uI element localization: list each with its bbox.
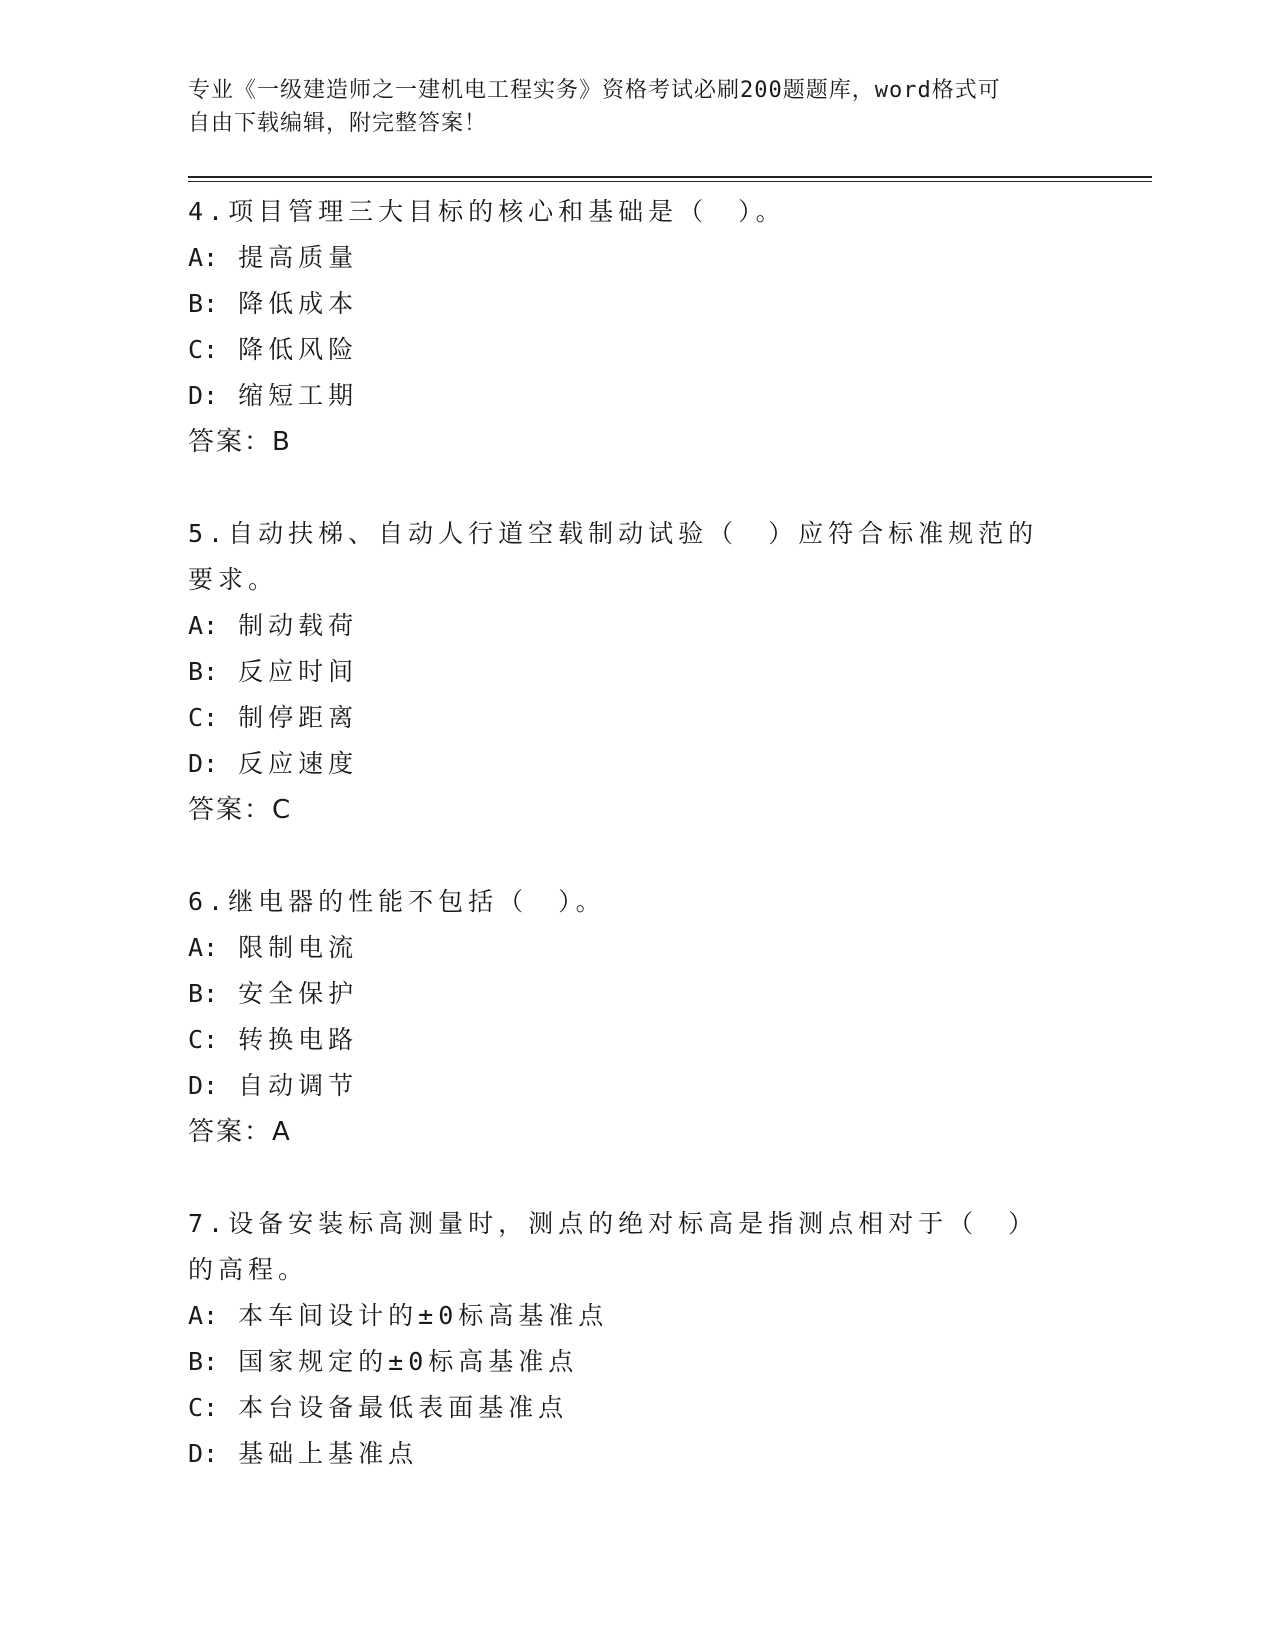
option-b — [188, 281, 1068, 327]
option-b — [188, 649, 1068, 695]
option-key: B: — [188, 289, 219, 318]
document-header — [188, 74, 1068, 140]
question-stem: 4.项目管理三大目标的核心和基础是（ ）。 — [188, 197, 786, 226]
option-key: C: — [188, 335, 219, 364]
option-text: 本台设备最低表面基准点 — [238, 1393, 569, 1422]
option-a — [188, 603, 1068, 649]
option-text: 自动调节 — [238, 1071, 359, 1100]
question-5 — [188, 511, 1068, 833]
option-text: 降低风险 — [238, 335, 359, 364]
header-divider-thick — [188, 176, 1152, 178]
question-spacer — [188, 465, 1068, 511]
option-text: 基础上基准点 — [238, 1439, 419, 1468]
option-text: 本车间设计的±0标高基准点 — [238, 1301, 609, 1330]
option-a — [188, 235, 1068, 281]
option-c — [188, 1017, 1068, 1063]
option-text: 国家规定的±0标高基准点 — [238, 1347, 579, 1376]
answer-line: 答案：C — [188, 795, 293, 825]
option-c — [188, 327, 1068, 373]
option-text: 安全保护 — [238, 979, 359, 1008]
option-key: A: — [188, 933, 219, 962]
option-key: D: — [188, 749, 219, 778]
question-stem: 7.设备安装标高测量时，测点的绝对标高是指测点相对于（ ）的高程。 — [188, 1209, 1039, 1284]
option-key: D: — [188, 1439, 219, 1468]
question-list — [188, 189, 1068, 1477]
option-key: A: — [188, 243, 219, 272]
option-c — [188, 695, 1068, 741]
option-text: 反应时间 — [238, 657, 359, 686]
option-key: D: — [188, 1071, 219, 1100]
option-text: 缩短工期 — [238, 381, 359, 410]
option-key: C: — [188, 703, 219, 732]
option-b — [188, 1339, 1068, 1385]
option-key: D: — [188, 381, 219, 410]
option-text: 转换电路 — [238, 1025, 359, 1054]
option-c — [188, 1385, 1068, 1431]
option-d — [188, 373, 1068, 419]
option-key: C: — [188, 1393, 219, 1422]
option-a — [188, 925, 1068, 971]
question-stem: 6.继电器的性能不包括（ ）。 — [188, 887, 606, 916]
option-d — [188, 1063, 1068, 1109]
option-key: A: — [188, 611, 219, 640]
answer-line: 答案：A — [188, 1117, 292, 1147]
question-spacer — [188, 1155, 1068, 1201]
option-d — [188, 1431, 1068, 1477]
header-line-1: 专业《一级建造师之一建机电工程实务》资格考试必刷200题题库，word格式可 — [188, 78, 1001, 103]
question-4 — [188, 189, 1068, 465]
question-7 — [188, 1201, 1068, 1477]
question-stem: 5.自动扶梯、自动人行道空载制动试验（ ）应符合标准规范的要求。 — [188, 519, 1039, 594]
option-key: B: — [188, 1347, 219, 1376]
option-text: 制动载荷 — [238, 611, 359, 640]
option-key: B: — [188, 979, 219, 1008]
option-d — [188, 741, 1068, 787]
option-key: A: — [188, 1301, 219, 1330]
option-b — [188, 971, 1068, 1017]
option-key: B: — [188, 657, 219, 686]
option-text: 制停距离 — [238, 703, 359, 732]
option-key: C: — [188, 1025, 219, 1054]
header-line-2: 自由下载编辑，附完整答案！ — [188, 111, 488, 136]
option-text: 限制电流 — [238, 933, 359, 962]
option-text: 反应速度 — [238, 749, 359, 778]
answer-line: 答案：B — [188, 427, 292, 457]
header-divider-thin — [188, 181, 1152, 182]
option-text: 降低成本 — [238, 289, 359, 318]
question-6 — [188, 879, 1068, 1155]
option-text: 提高质量 — [238, 243, 359, 272]
option-a — [188, 1293, 1068, 1339]
question-spacer — [188, 833, 1068, 879]
